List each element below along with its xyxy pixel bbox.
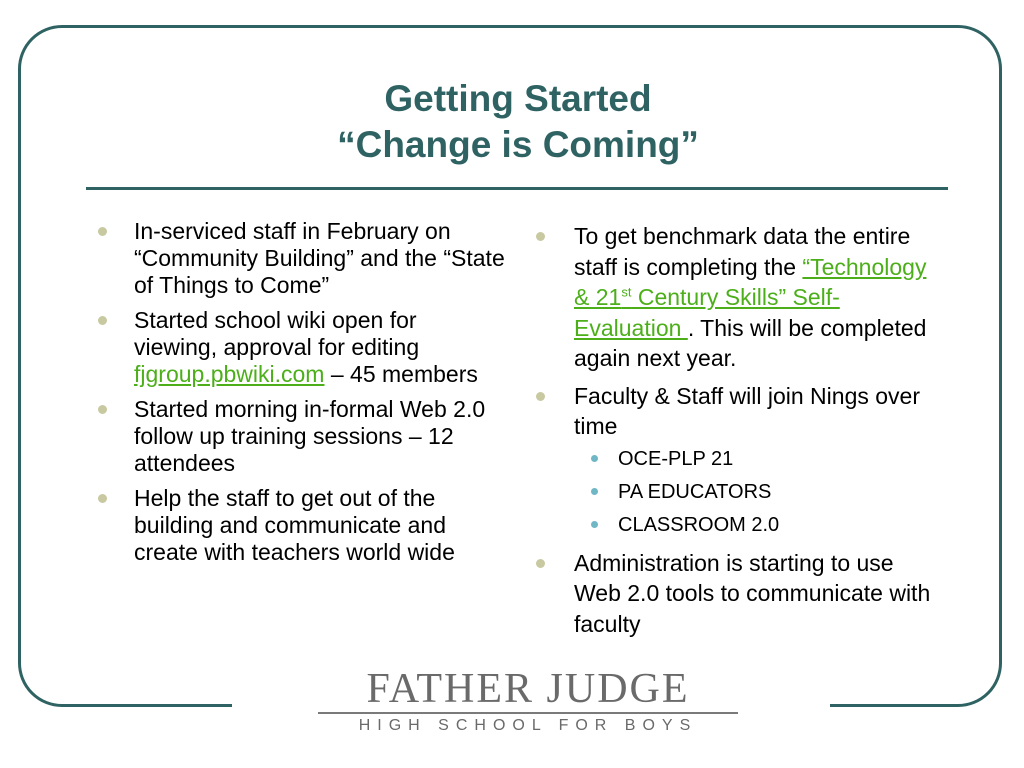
- logo-name: FATHER JUDGE: [366, 666, 690, 712]
- wiki-link[interactable]: fjgroup.pbwiki.com: [134, 361, 325, 387]
- sub-item-text: PA EDUCATORS: [618, 480, 772, 503]
- bullet-icon: [536, 559, 545, 568]
- sub-list: [574, 444, 944, 541]
- link-superscript: st: [621, 284, 632, 300]
- link-text-2: Century Skills” Self-Evaluation: [574, 284, 840, 341]
- slide-title: [88, 76, 948, 168]
- bullet-icon: [536, 392, 545, 401]
- bullet-icon: [536, 232, 545, 241]
- bullet-text: Started morning in-formal Web 2.0 follow up training sessions – 12 attendees: [134, 396, 486, 476]
- title-line-2: “Change is Coming”: [337, 124, 699, 165]
- list-item: [96, 218, 506, 299]
- list-item: [534, 381, 944, 541]
- right-bullet-list: [534, 221, 944, 639]
- bullet-text: Help the staff to get out of the building and communicate and create with teachers world wide: [134, 485, 455, 565]
- left-column: [96, 218, 506, 574]
- sub-item-text: OCE-PLP 21: [618, 447, 734, 470]
- sub-item-text: CLASSROOM 2.0: [618, 513, 780, 536]
- sub-list-item: [574, 444, 944, 475]
- bullet-text: To get benchmark data the entire staff is completing the: [574, 223, 911, 280]
- title-divider: [86, 187, 948, 190]
- left-bullet-list: [96, 218, 506, 566]
- bullet-text: Started school wiki open for viewing, approval for editing: [134, 307, 420, 360]
- bullet-text: Administration is starting to use Web 2.0 tools to communicate with faculty: [574, 549, 931, 637]
- bullet-icon: [98, 227, 107, 236]
- link-text-1: “Technology & 21: [574, 253, 927, 310]
- bullet-icon: [98, 405, 107, 414]
- sub-list-item: [574, 510, 944, 541]
- bullet-text: Faculty & Staff will join Nings over time: [574, 382, 920, 439]
- list-item: [534, 221, 944, 374]
- sub-bullet-icon: [591, 521, 598, 528]
- bullet-icon: [98, 316, 107, 325]
- school-logo: [318, 666, 738, 738]
- bullet-text-after: – 45 members: [324, 361, 478, 387]
- bullet-text: In-serviced staff in February on “Community Building” and the “State of Things to Come”: [134, 218, 505, 298]
- sub-bullet-icon: [591, 455, 598, 462]
- logo-subtitle: HIGH SCHOOL FOR BOYS: [358, 717, 698, 734]
- list-item: [96, 485, 506, 566]
- list-item: [96, 307, 506, 388]
- logo-divider: [318, 712, 738, 714]
- right-column: [534, 221, 944, 646]
- bullet-icon: [98, 494, 107, 503]
- sub-list-item: [574, 477, 944, 508]
- title-line-1: Getting Started: [384, 78, 652, 119]
- sub-bullet-icon: [591, 488, 598, 495]
- list-item: [534, 548, 944, 640]
- list-item: [96, 396, 506, 477]
- bullet-text-after: . This will be completed again next year.: [574, 314, 927, 371]
